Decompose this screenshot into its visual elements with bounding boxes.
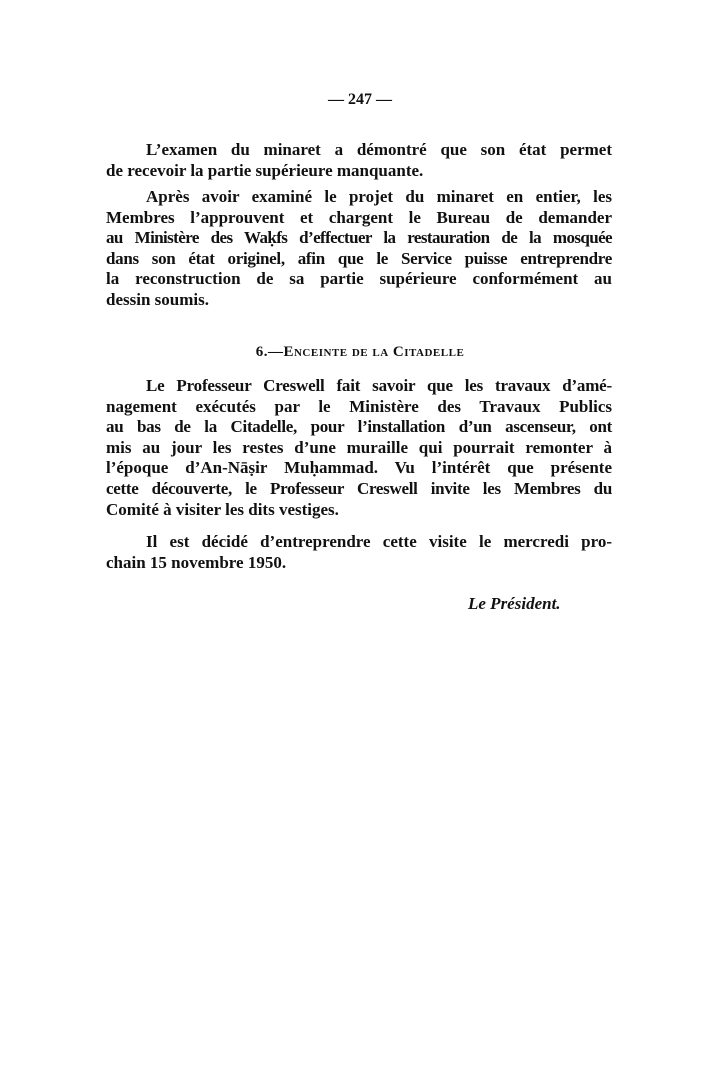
text-line: dans son état originel, afin que le Service puisse entreprendre [106,248,612,268]
text-line: Membres l’approuvent et chargent le Bureau de demander [106,207,612,227]
text-line: Après avoir examiné le projet du minaret en entier, les [146,187,612,206]
text-line: la reconstruction de sa partie supérieure conformément au [106,269,612,289]
paragraph-1 [106,140,612,181]
text-line: dessin soumis. [106,289,209,309]
text-line: L’examen du minaret a démontré que son état permet [146,140,612,159]
text-line: Comité à visiter les dits vestiges. [106,499,339,519]
text-line: chain 15 novembre 1950. [106,552,287,572]
section-heading [0,344,720,361]
paragraph-3 [106,376,612,520]
text-line: cette découverte, le Professeur Creswell invite les Membres du [106,478,612,498]
text-line: au bas de la Citadelle, pour l’installation d’un ascenseur, ont [106,417,612,437]
text-line: Le Professeur Creswell fait savoir que les travaux d’amé- [146,376,612,395]
section-number: 6.— [255,344,284,360]
text-line: de recevoir la partie supérieure manquante. [106,160,424,180]
page-number: — 247 — [328,91,392,108]
text-line: nagement exécutés par le Ministère des Travaux Publics [106,396,612,416]
paragraph-4 [106,532,612,573]
section-title: Enceinte de la Citadelle [283,344,465,360]
signature: Le Président. [468,594,561,613]
text-line: mis au jour les restes d’une muraille qui pourrait remonter à [106,437,612,457]
text-line: Il est décidé d’entreprendre cette visite le mercredi pro- [146,532,612,551]
text-line: l’époque d’An-Nāṣir Muḥammad. Vu l’intérêt que présente [106,458,612,478]
paragraph-2 [106,187,612,311]
text-line: au Ministère des Waḳfs d’effectuer la restauration de la mosquée [106,228,612,248]
